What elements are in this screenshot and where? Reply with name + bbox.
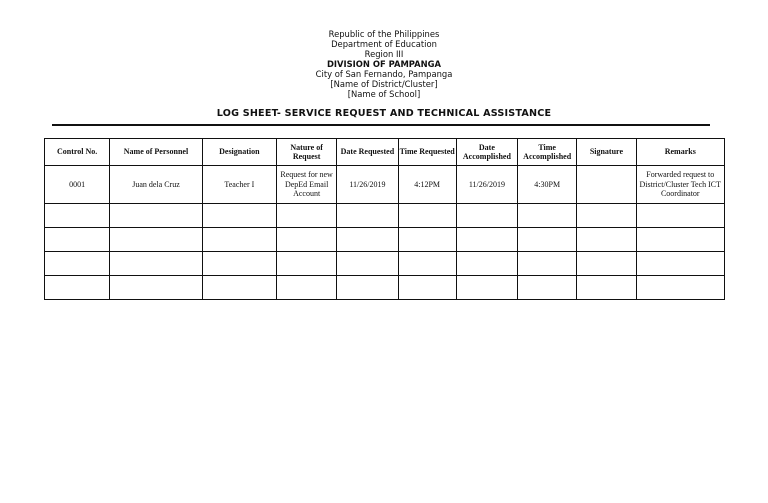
school-line: [Name of School] bbox=[347, 89, 421, 99]
cell-signature bbox=[577, 252, 636, 276]
cell-signature bbox=[577, 276, 636, 300]
cell-date-requested bbox=[337, 228, 398, 252]
cell-time-requested bbox=[398, 252, 456, 276]
document-title: LOG SHEET- SERVICE REQUEST AND TECHNICAL ASSISTANCE bbox=[216, 108, 552, 119]
letterhead bbox=[0, 29, 768, 99]
cell-control-no bbox=[45, 252, 110, 276]
cell-time-requested bbox=[398, 228, 456, 252]
cell-name-of-personnel bbox=[110, 276, 202, 300]
cell-date-accomplished bbox=[456, 276, 517, 300]
cell-date-accomplished: 11/26/2019 bbox=[456, 166, 517, 204]
column-header-date-accomplished: Date Accomplished bbox=[456, 139, 517, 166]
cell-time-accomplished bbox=[518, 276, 577, 300]
cell-control-no bbox=[45, 204, 110, 228]
title-underline bbox=[52, 124, 710, 126]
cell-time-requested: 4:12PM bbox=[398, 166, 456, 204]
cell-date-accomplished bbox=[456, 252, 517, 276]
cell-date-requested: 11/26/2019 bbox=[337, 166, 398, 204]
table-body bbox=[45, 166, 725, 300]
cell-signature bbox=[577, 204, 636, 228]
region-line: Region III bbox=[364, 49, 404, 59]
cell-remarks bbox=[636, 228, 724, 252]
cell-remarks: Forwarded request to District/Cluster Tech ICT Coordinator bbox=[636, 166, 724, 204]
cell-nature-of-request bbox=[277, 276, 337, 300]
cell-designation bbox=[202, 276, 276, 300]
table-row bbox=[45, 166, 725, 204]
column-header-signature: Signature bbox=[577, 139, 636, 166]
cell-nature-of-request bbox=[277, 204, 337, 228]
column-header-date-requested: Date Requested bbox=[337, 139, 398, 166]
cell-time-accomplished: 4:30PM bbox=[518, 166, 577, 204]
cell-control-no bbox=[45, 228, 110, 252]
republic-line: Republic of the Philippines bbox=[328, 29, 440, 39]
cell-remarks bbox=[636, 204, 724, 228]
log-sheet-table bbox=[44, 138, 725, 300]
cell-name-of-personnel bbox=[110, 204, 202, 228]
column-header-time-requested: Time Requested bbox=[398, 139, 456, 166]
department-line: Department of Education bbox=[331, 39, 437, 49]
division-line: DIVISION OF PAMPANGA bbox=[326, 59, 441, 69]
cell-name-of-personnel bbox=[110, 252, 202, 276]
cell-date-requested bbox=[337, 276, 398, 300]
cell-time-accomplished bbox=[518, 204, 577, 228]
cell-nature-of-request: Request for new DepEd Email Account bbox=[277, 166, 337, 204]
cell-control-no: 0001 bbox=[45, 166, 110, 204]
column-header-name-of-personnel: Name of Personnel bbox=[110, 139, 202, 166]
cell-nature-of-request bbox=[277, 228, 337, 252]
column-header-designation: Designation bbox=[202, 139, 276, 166]
cell-time-accomplished bbox=[518, 228, 577, 252]
cell-designation bbox=[202, 204, 276, 228]
city-line: City of San Fernando, Pampanga bbox=[315, 69, 453, 79]
column-header-time-accomplished: Time Accomplished bbox=[518, 139, 577, 166]
column-header-control-no: Control No. bbox=[45, 139, 110, 166]
cell-time-requested bbox=[398, 276, 456, 300]
cell-time-accomplished bbox=[518, 252, 577, 276]
cell-date-accomplished bbox=[456, 204, 517, 228]
table-row bbox=[45, 252, 725, 276]
cell-date-requested bbox=[337, 252, 398, 276]
table-row bbox=[45, 228, 725, 252]
cell-signature bbox=[577, 228, 636, 252]
district-line: [Name of District/Cluster] bbox=[330, 79, 438, 89]
column-header-nature-of-request: Nature of Request bbox=[277, 139, 337, 166]
cell-designation bbox=[202, 252, 276, 276]
table-header-row bbox=[45, 139, 725, 166]
cell-date-requested bbox=[337, 204, 398, 228]
cell-date-accomplished bbox=[456, 228, 517, 252]
cell-nature-of-request bbox=[277, 252, 337, 276]
cell-signature bbox=[577, 166, 636, 204]
cell-remarks bbox=[636, 252, 724, 276]
cell-designation bbox=[202, 228, 276, 252]
table-row bbox=[45, 276, 725, 300]
cell-remarks bbox=[636, 276, 724, 300]
cell-name-of-personnel bbox=[110, 228, 202, 252]
column-header-remarks: Remarks bbox=[636, 139, 724, 166]
cell-name-of-personnel: Juan dela Cruz bbox=[110, 166, 202, 204]
cell-control-no bbox=[45, 276, 110, 300]
cell-time-requested bbox=[398, 204, 456, 228]
table-row bbox=[45, 204, 725, 228]
cell-designation: Teacher I bbox=[202, 166, 276, 204]
